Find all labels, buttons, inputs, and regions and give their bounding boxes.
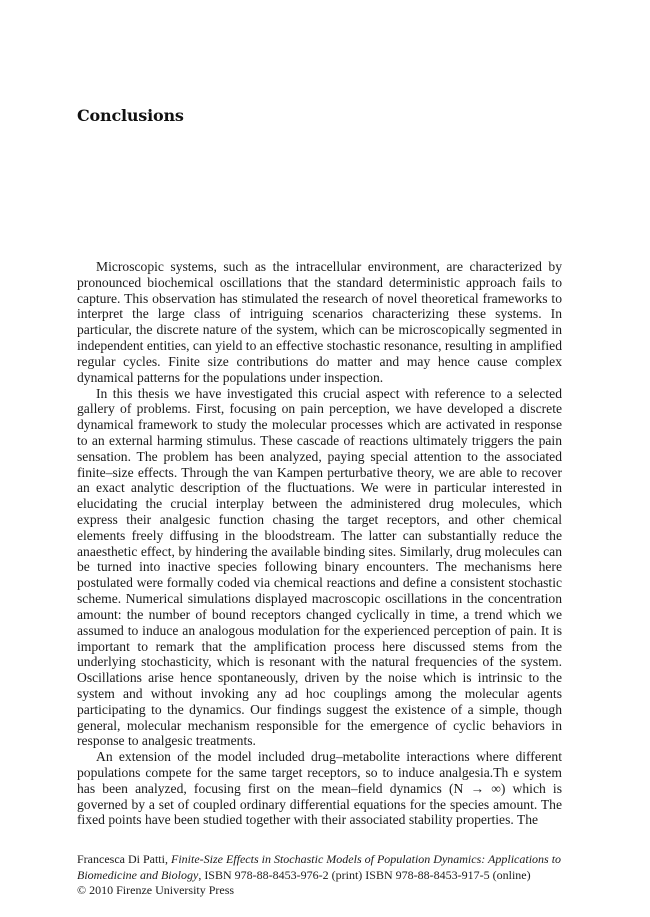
footer-copyright: © 2010 Firenze University Press (77, 883, 235, 898)
footer-isbn: , ISBN 978-88-8453-976-2 (print) ISBN 978-88-8453-917-5 (online) (198, 867, 531, 882)
body-text (77, 259, 562, 828)
citation-footer (77, 852, 562, 899)
page-title: Conclusions (77, 106, 184, 125)
footer-author: Francesca Di Patti, (77, 852, 171, 866)
paragraph: In this thesis we have investigated this crucial aspect with reference to a selected gallery of problems. First, focusing on pain perception, we have developed a discrete dynamical framework to study the molecular processes which are activated in response to an external harming stimulus. These cascade of reactions ultimately triggers the pain sensation. The problem has been analyzed, paying special attention to the associated finite–size effects. Through the van Kampen perturbative theory, we are able to recover an exact analytic description of the fluctuations. We were in particular interested in elucidating the crucial interplay between the administered drug molecules, which express their analgesic function chasing the target receptors, and other chemical elements freely diffusing in the bloodstream. The latter can substantially reduce the anaesthetic effect, by hindering the available binding sites. Similarly, drug molecules can be turned into inactive species following binary encounters. The mechanisms here postulated were formally coded via chemical reactions and define a consistent stochastic scheme. Numerical simulations displayed macroscopic oscillations in the concentration amount: the number of bound receptors changed cyclically in time, a trend which we assumed to induce an analogous modulation for the experienced perception of pain. It is important to remark that the amplification process here discussed stems from the underlying stochasticity, which is resonant with the natural frequencies of the system. Oscillations arise hence spontaneously, driven by the noise which is intrinsic to the system and without invoking any ad hoc couplings among the molecular agents participating to the dynamics. Our findings suggest the existence of a simple, though general, molecular mechanism responsible for the emergence of cyclic behaviors in response to analgesic treatments. (77, 385, 562, 749)
paragraph: Microscopic systems, such as the intracellular environment, are characterized by pronounced biochemical oscillations that the standard deterministic approach fails to capture. This observation has stimulated the research of novel theoretical frameworks to interpret the large class of intriguing scenarios characterizing these systems. In particular, the discrete nature of the system, which can be microscopically segmented in independent entities, can yield to an effective stochastic resonance, resulting in amplified regular cycles. Finite size contributions do matter and may hence cause complex dynamical patterns for the populations under inspection. (77, 259, 562, 385)
paragraph: An extension of the model included drug–metabolite interactions where different populations compete for the same target receptors, so to induce analgesia.Th e system has been analyzed, focusing first on the mean–field dynamics (N → ∞) which is governed by a set of coupled ordinary differential equations for the species amount. The fixed points have been studied together with their associated stability properties. The (77, 749, 562, 828)
footer-book-title: Finite-Size Effects in Stochastic Models of Population Dynamics: Applications to Biomedicine and Biology (77, 852, 562, 882)
